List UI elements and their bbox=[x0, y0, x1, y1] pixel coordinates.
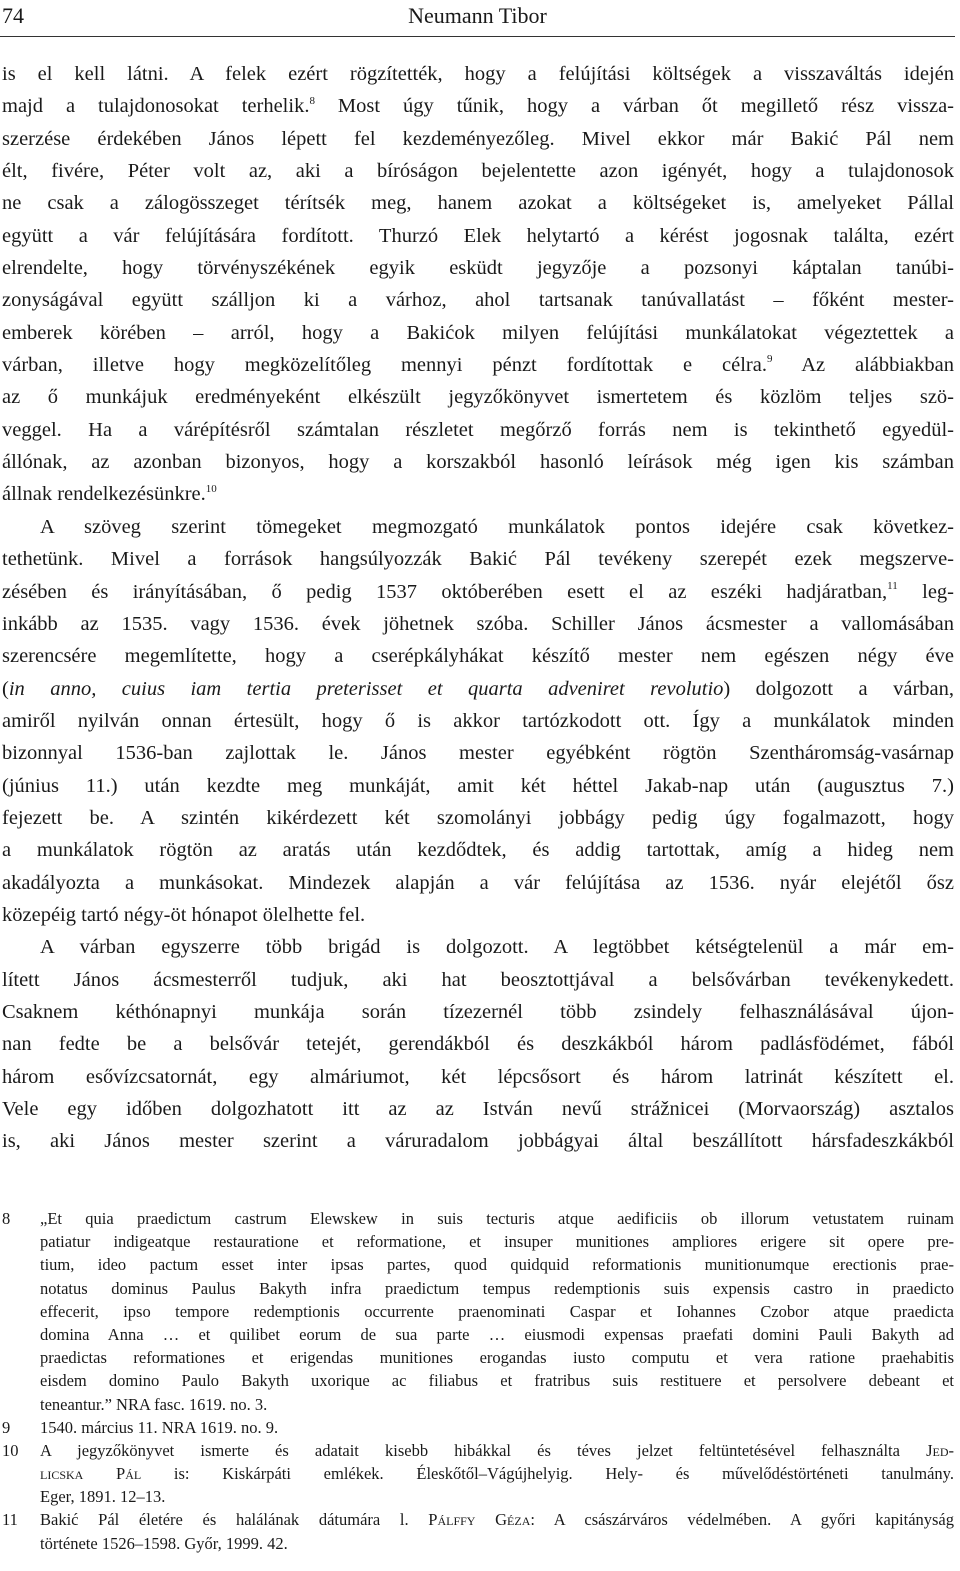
text-line: zésében és irányításában, ő pedig 1537 októberében esett el az eszéki hadjáratban,$^{11}$ leg- bbox=[2, 579, 954, 603]
main-text bbox=[2, 58, 954, 1158]
footnote-8 bbox=[2, 1207, 954, 1416]
text-line: emberek körében – arról, hogy a Bakićok milyen felújítási munkálatokat végeztettek a bbox=[2, 321, 954, 344]
footnote-number: 9 bbox=[2, 1417, 11, 1437]
text-line: (június 11.) után kezdte meg munkáját, amit két héttel Jakab-nap után (augusztus 7.) bbox=[2, 774, 954, 797]
author-name: licska Pál bbox=[40, 1464, 142, 1484]
text-line: is el kell látni. A felek ezért rögzítették, hogy a felújítási költségek a visszaváltás idején bbox=[2, 63, 954, 85]
text-line: nan fedte be a belsővár tetejét, gerendákból és deszkákból három padlásfödémet, fából bbox=[2, 1033, 954, 1056]
text-line: inkább az 1535. vagy 1536. évek jöhetnek szóba. Schiller János ácsmester a vallomásában bbox=[2, 612, 954, 635]
text-line: amiről nyilván onnan értesült, hogy ő is akkor tartózkodott ott. Így a munkálatok minden bbox=[2, 709, 954, 732]
footnote-line: notatus dominus Paulus Bakyth infra praedictum tempus redemptionis suis expensis castro in praedicto bbox=[40, 1278, 954, 1298]
text-line: együtt a vár felújítására fordított. Thurzó Elek helytartó a kérést jogosnak találta, ezért bbox=[2, 224, 954, 247]
footnote-ref[interactable]: 11 bbox=[887, 579, 898, 592]
text-line: élt, fivére, Péter volt az, aki a bíróságon bejelentette azon igényét, hogy a tulajdonosok bbox=[2, 160, 954, 183]
footnote-number: 8 bbox=[2, 1209, 11, 1228]
text-line: állnak rendelkezésünkre.$^{10}$ bbox=[2, 482, 217, 506]
text-line: a munkálatok rögtön az aratás után kezdődtek, és addig tartottak, amíg a hideg nem bbox=[2, 839, 954, 862]
text-line: elrendelte, hogy törvényszékének egyik esküdt jegyzője a pozsonyi káptalan tanúbi- bbox=[2, 257, 954, 280]
text-line: fejezett be. A szintén kikérdezett két szomolányi jobbágy pedig úgy fogalmazott, hogy bbox=[2, 806, 954, 829]
text-line: majd a tulajdonosokat terhelik.$^8$ Most úgy tűnik, hogy a várban őt megillető rész vissza- bbox=[2, 94, 954, 118]
text-line: is, aki János mester szerint a váruradalom jobbágyai által beszállított hársfadeszkákból bbox=[2, 1130, 954, 1153]
footnote-line: 1540. március 11. NRA 1619. no. 9. bbox=[40, 1417, 279, 1437]
text-line: veggel. Ha a várépítésről számtalan részletet megőrző forrás nem is tekinthető egyedül- bbox=[2, 418, 954, 441]
footnote-ref[interactable]: 8 bbox=[309, 94, 315, 107]
text-line: bizonnyal 1536-ban zajlottak le. János mester egyébként rögtön Szentháromság-vasárnap bbox=[2, 742, 954, 765]
author-name: Jed- bbox=[926, 1440, 954, 1460]
text-line: három esővízcsatornát, egy almáriumot, két lépcsősort és három latrinát készített el. bbox=[2, 1065, 954, 1088]
page-header bbox=[0, 0, 955, 37]
text-line: lített János ácsmesterről tudjuk, aki hat beosztottjával a belsővárban tevékenykedett. bbox=[2, 968, 954, 991]
footnote-10 bbox=[2, 1439, 954, 1509]
page-number: 74 bbox=[2, 3, 24, 28]
text-line: ne csak a zálogösszeget térítsék meg, hanem azokat a költségeket is, amelyeket Pállal bbox=[2, 192, 954, 215]
footnote-line: története 1526–1598. Győr, 1999. 42. bbox=[40, 1533, 288, 1553]
footnotes bbox=[2, 1207, 954, 1555]
text-line: szerencsére megemlítette, hogy a cserépkályhákat készítő mester nem egészen négy éve bbox=[2, 645, 954, 668]
running-title: Neumann Tibor bbox=[408, 3, 547, 28]
text-line: A szöveg szerint tömegeket megmozgató munkálatok pontos idejére csak következ- bbox=[40, 515, 954, 538]
text-line: zonyságával együtt szálljon ki a várhoz, ahol tartsanak tanúvallatást – főként mester- bbox=[2, 289, 954, 312]
footnote-line: Bakić Pál életére és halálának dátumára l. Pálffy Géza: A császárváros védelmében. A győri kapitányság bbox=[40, 1510, 955, 1530]
footnote-line: licska Pál is: Kiskárpáti emlékek. Éleskőtől–Vágújhelyig. Hely- és művelődéstörténeti tanulmány. bbox=[40, 1464, 954, 1484]
footnote-line: effecerit, ipso tempore redemptionis occurrente praenominati Caspar et Iohannes Czobor atque praedicta bbox=[40, 1301, 954, 1321]
text-line: A várban egyszerre több brigád is dolgozott. A legtöbbet kétségtelenül a már em- bbox=[40, 936, 954, 959]
footnote-line: praedictas reformationes et erigendas munitiones erogandas iusto computu et vera ratione praehabitis bbox=[40, 1348, 954, 1368]
footnote-line: patiatur indigeatque restauratione et reformatione, et insuper munitiones ampliores erigere sit opere pre- bbox=[40, 1232, 954, 1252]
footnote-number: 11 bbox=[2, 1510, 18, 1530]
footnote-line: domina Anna … et quilibet eorum de sua parte … eiusmodi expensas praefati domini Pauli Bakyth ad bbox=[40, 1324, 954, 1344]
text-line: tethetünk. Mivel a források hangsúlyozzák Bakić Pál tevékeny szerepét ezek megszerve- bbox=[2, 548, 954, 571]
text-line: állónak, az azonban bizonyos, hogy a korszakból hasonló leírások még igen kis számban bbox=[2, 451, 954, 474]
footnote-line: „Et quia praedictum castrum Elewskew in suis tecturis atque aedificiis ob illorum vetustatem ruinam bbox=[40, 1209, 954, 1228]
text-line: szerzése érdekében János lépett fel kezdeményezőleg. Mivel ekkor már Bakić Pál nem bbox=[2, 127, 954, 150]
footnote-11 bbox=[2, 1508, 954, 1554]
footnote-line: tium, ideo pactum esset inter ipsas partes, quod quidquid reformationis munitionumque erectionis prae- bbox=[40, 1255, 954, 1275]
text-line: (in anno, cuius iam tertia preterisset et quarta adveniret revolutio) dolgozott a várban, bbox=[2, 677, 954, 700]
footnote-line: teneantur.” NRA fasc. 1619. no. 3. bbox=[40, 1394, 268, 1414]
text-line: Vele egy időben dolgozhatott itt az az István nevű strážnicei (Morvaország) asztalos bbox=[2, 1098, 954, 1120]
text-line: akadályozta a munkásokat. Mindezek alapján a vár felújítása az 1536. nyár elejétől ősz bbox=[2, 871, 954, 894]
text-line: várban, illetve hogy megközelítőleg mennyi pénzt fordítottak e célra.$^9$ Az alábbiakban bbox=[2, 353, 955, 377]
footnote-number: 10 bbox=[2, 1440, 19, 1460]
footnote-ref[interactable]: 9 bbox=[766, 353, 773, 366]
footnote-9 bbox=[2, 1416, 954, 1439]
footnote-line: eisdem domino Paulo Bakyth uxorique ac filiabus et fratribus suis restituere et persolvere debeant et bbox=[40, 1371, 954, 1391]
text-line: az ő munkájuk eredményeként elkészült jegyzőkönyvet ismertetem és közlöm teljes szö- bbox=[2, 386, 954, 409]
footnote-line: Eger, 1891. 12–13. bbox=[40, 1487, 166, 1507]
text-line: közepéig tartó négy-öt hónapot ölelhette fel. bbox=[2, 903, 366, 926]
text-line: Csaknem kéthónapnyi munkája során tízezernél több zsindely felhasználásával újon- bbox=[2, 1000, 954, 1023]
footnote-ref[interactable]: 10 bbox=[205, 482, 217, 495]
footnote-line: A jegyzőkönyvet ismerte és adatait kisebb hibákkal és téves jelzet feltüntetésével felhasználta Jed- bbox=[40, 1440, 954, 1460]
author-name: Pálffy Géza bbox=[428, 1510, 531, 1530]
latin-quote: in anno, cuius iam tertia preterisset et quarta adveniret revolutio bbox=[8, 677, 724, 700]
